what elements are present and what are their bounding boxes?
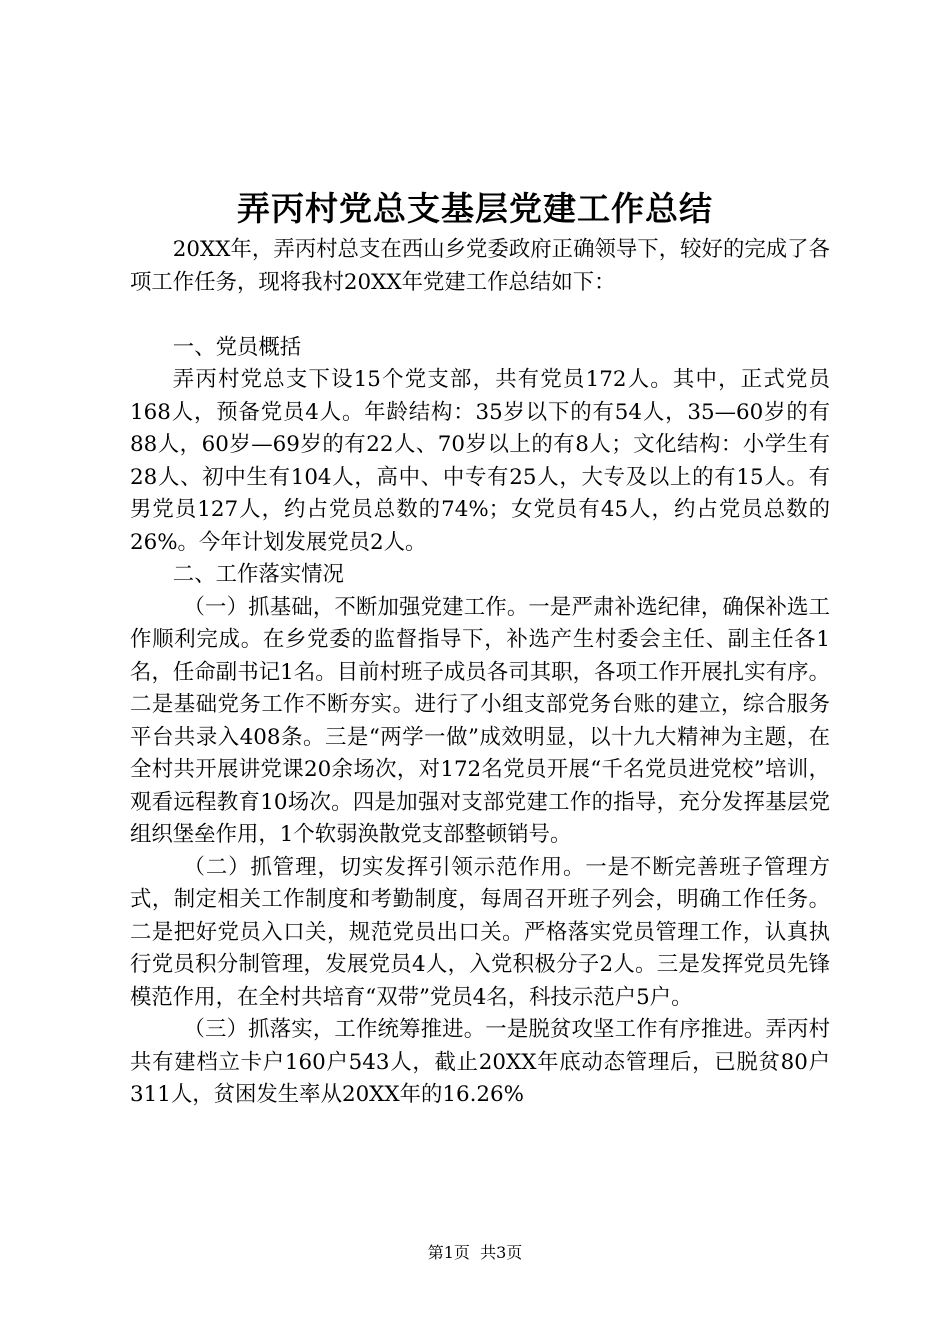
document-body — [130, 234, 830, 1112]
party-member-overview-paragraph: 弄丙村党总支下设15个党支部，共有党员172人。其中，正式党员168人，预备党员4人。年龄结构：35岁以下的有54人，35—60岁的有88人，60岁—69岁的有22人、70岁以上的有8人；文化结构：小学生有28人、初中生有104人，高中、中专有25人，大专及以上的有15人。有男党员127人，约占党员总数的74%；女党员有45人，约占党员总数的26%。今年计划发展党员2人。 — [130, 367, 830, 555]
section-heading-1: 一、党员概括 — [172, 334, 302, 360]
page-number-label: 第1页 共3页 — [427, 1243, 523, 1262]
paragraph-gap — [130, 299, 830, 332]
section-heading-2: 二、工作落实情况 — [172, 562, 344, 587]
page-footer — [0, 1241, 950, 1265]
intro-paragraph: 20XX年，弄丙村总支在西山乡党委政府正确领导下，较好的完成了各项工作任务，现将我村20XX年党建工作总结如下： — [130, 237, 830, 295]
subsection-2-paragraph: （二）抓管理，切实发挥引领示范作用。一是不断完善班子管理方式，制定相关工作制度和考勤制度，每周召开班子列会，明确工作任务。二是把好党员入口关，规范党员出口关。严格落实党员管理工作，认真执行党员积分制管理，发展党员4人，入党积极分子2人。三是发挥党员先锋模范作用，在全村共培育“双带”党员4名，科技示范户5户。 — [130, 854, 830, 1010]
subsection-3-paragraph: （三）抓落实，工作统筹推进。一是脱贫攻坚工作有序推进。弄丙村共有建档立卡户160户543人，截止20XX年底动态管理后，已脱贫80户311人，贫困发生率从20XX年的16.26% — [130, 1017, 830, 1107]
document-title: 弄丙村党总支基层党建工作总结 — [237, 189, 713, 228]
subsection-1-paragraph: （一）抓基础，不断加强党建工作。一是严肃补选纪律，确保补选工作顺利完成。在乡党委的监督指导下，补选产生村委会主任、副主任各1名，任命副书记1名。目前村班子成员各司其职，各项工作开展扎实有序。二是基础党务工作不断夯实。进行了小组支部党务台账的建立，综合服务平台共录入408条。三是“两学一做”成效明显，以十九大精神为主题，在全村共开展讲党课20余场次，对172名党员开展“千名党员进党校”培训，观看远程教育10场次。四是加强对支部党建工作的指导，充分发挥基层党组织堡垒作用，1个软弱涣散党支部整顿销号。 — [130, 594, 830, 847]
